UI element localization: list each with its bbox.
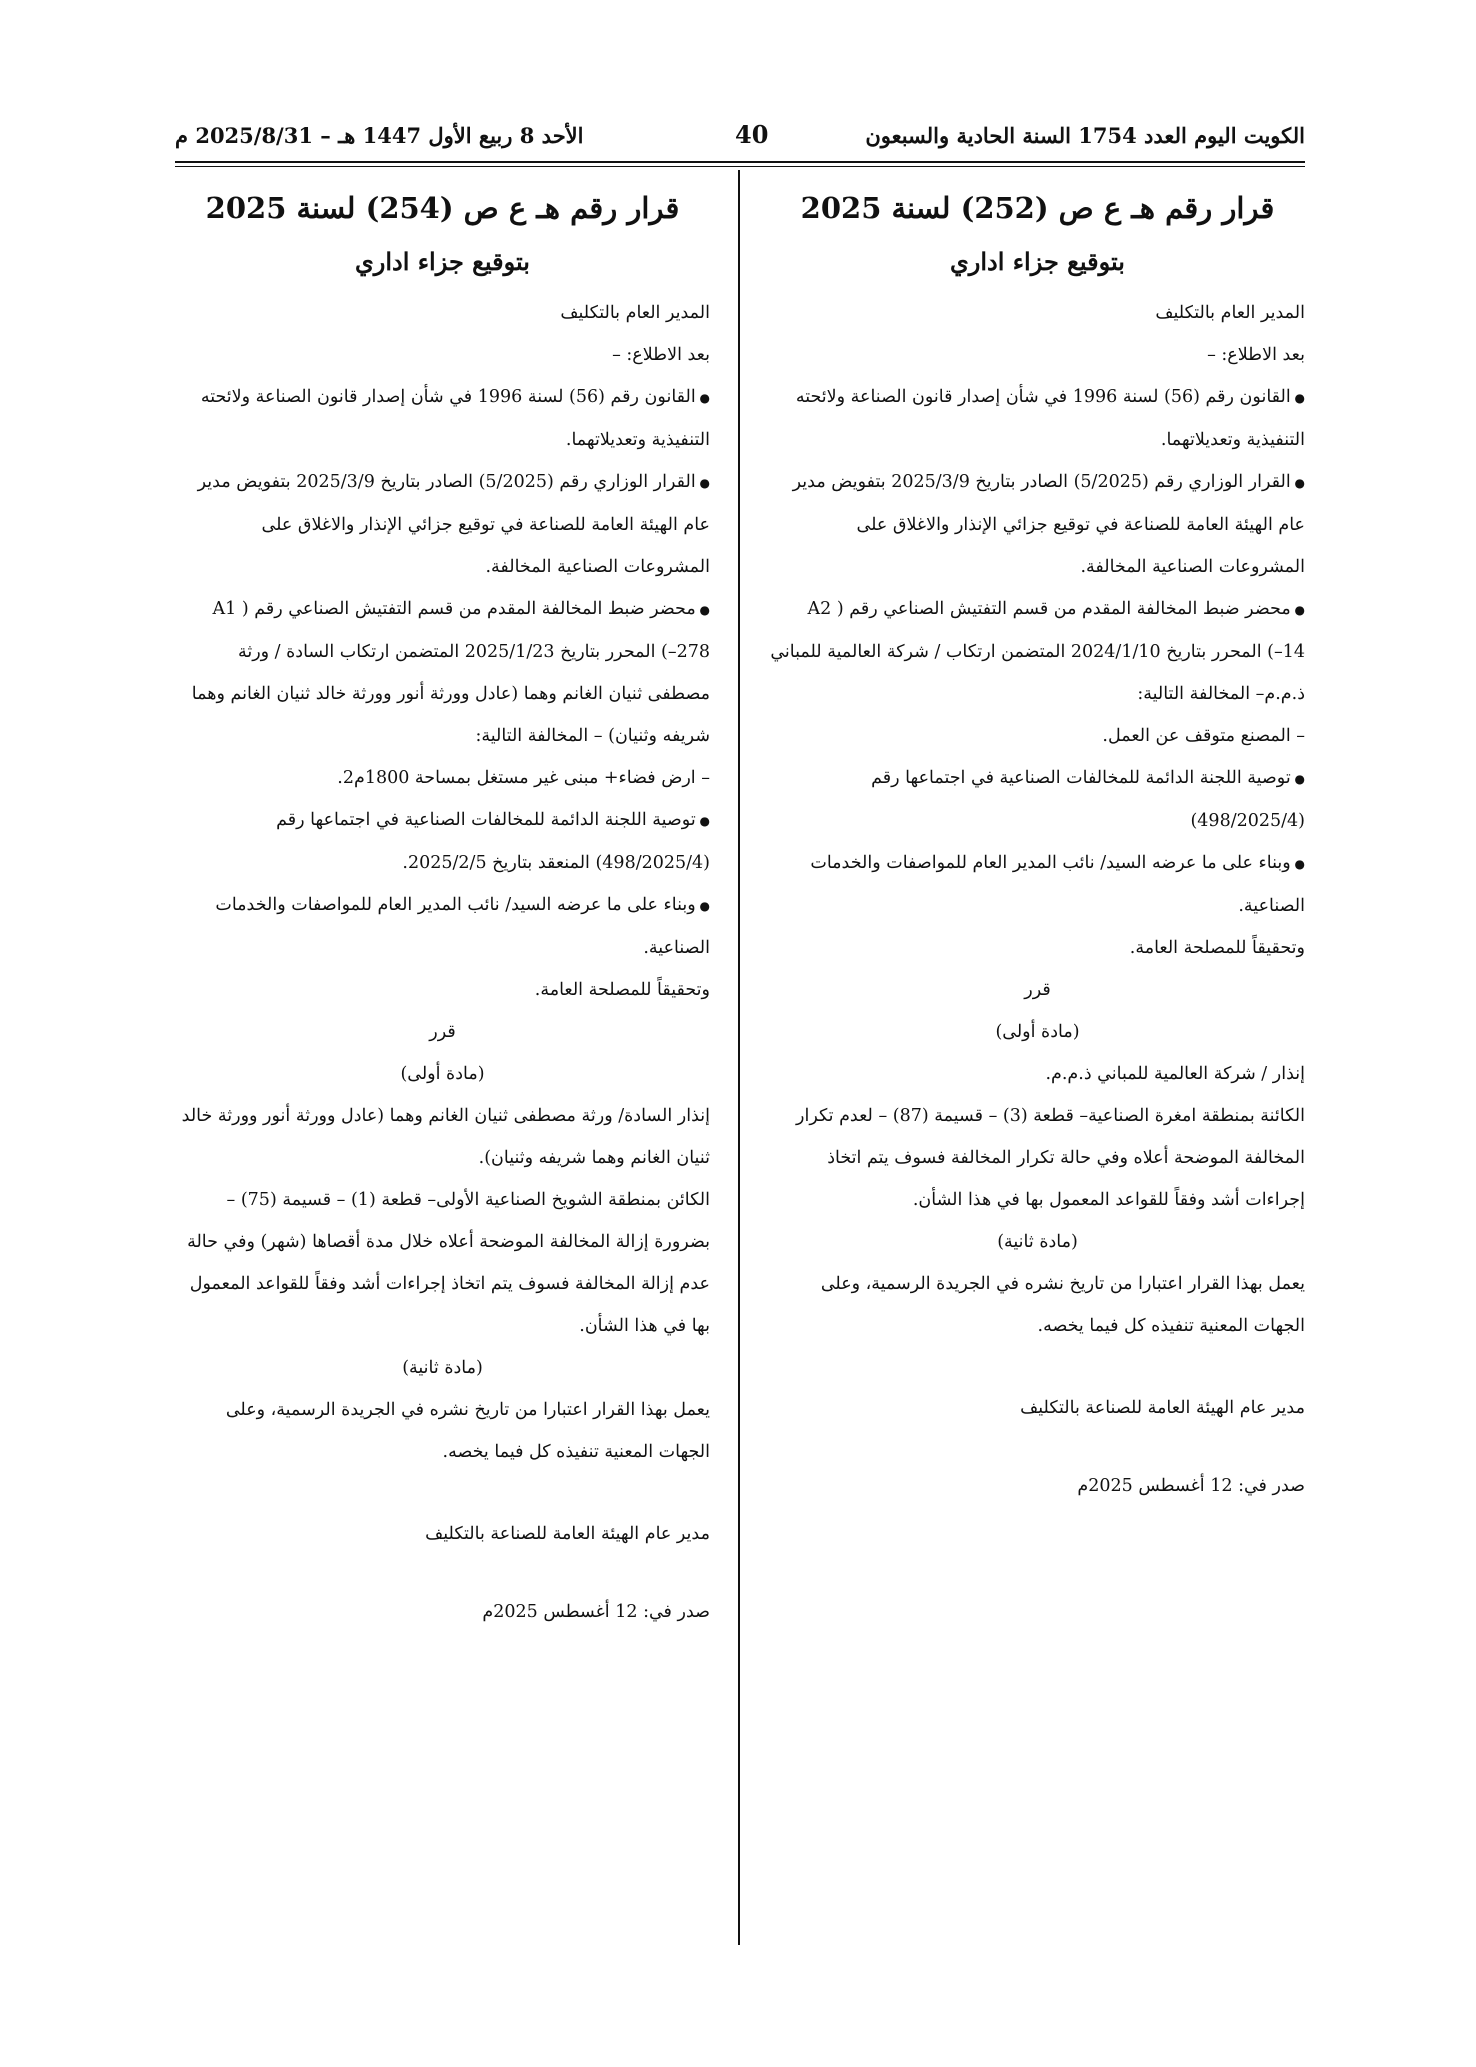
- reference-item: ● القانون رقم (56) لسنة 1996 في شأن إصدار قانون الصناعة ولائحته التنفيذية وتعديلاتهما.: [770, 376, 1305, 461]
- reference-item: ● توصية اللجنة الدائمة للمخالفات الصناعية في اجتماعها رقم (498/2025/4) المنعقد بتاريخ 2025/2/5.: [175, 799, 710, 884]
- header-issue-info: الكويت اليوم العدد 1754 السنة الحادية والسبعون: [865, 123, 1305, 148]
- director-line: المدير العام بالتكليف: [560, 303, 710, 323]
- decision-252-column: [770, 180, 1305, 1507]
- spacer: [770, 1429, 1305, 1465]
- violation-line: – ارض فضاء+ مبنى غير مستغل بمساحة 1800م2.: [337, 768, 710, 788]
- reference-item: ● القرار الوزاري رقم (5/2025) الصادر بتاريخ 2025/3/9 بتفويض مدير عام الهيئة العامة للصناعة في توقيع جزائي الإنذار والاغلاق على المشروعات الصناعية المخالفة.: [175, 461, 710, 588]
- article-2-text: يعمل بهذا القرار اعتبارا من تاريخ نشره في الجريدة الرسمية، وعلى الجهات المعنية تنفيذه كل فيما يخصه.: [225, 1400, 710, 1462]
- article-1-text: الكائن بمنطقة الشويخ الصناعية الأولى– قطعة (1) – قسيمة (75) – بضرورة إزالة المخالفة الموضحة أعلاه خلال مدة أقصاها (شهر) وفي حالة عدم إزالة المخالفة فسوف يتم اتخاذ إجراءات أشد وفقاً للقواعد المعمول بها في هذا الشأن.: [187, 1190, 710, 1336]
- header-rule-thin: [175, 166, 1305, 167]
- signature-line: مدير عام الهيئة العامة للصناعة بالتكليف: [425, 1524, 710, 1544]
- public-interest-line: وتحقيقاً للمصلحة العامة.: [1129, 938, 1305, 958]
- decision-subtitle: بتوقيع جزاء اداري: [950, 247, 1125, 276]
- article-1-title: (مادة أولى): [995, 1022, 1080, 1042]
- article-1-text: إنذار السادة/ ورثة مصطفى ثنيان الغانم وهما (عادل وورثة أنور وورثة خالد ثنيان الغانم وهما شريفه وثنيان).: [181, 1106, 710, 1168]
- reference-item: ● القرار الوزاري رقم (5/2025) الصادر بتاريخ 2025/3/9 بتفويض مدير عام الهيئة العامة للصناعة في توقيع جزائي الإنذار والاغلاق على المشروعات الصناعية المخالفة.: [770, 461, 1305, 588]
- decision-title: قرار رقم هـ ع ص (252) لسنة 2025: [800, 191, 1275, 225]
- signature-line: مدير عام الهيئة العامة للصناعة بالتكليف: [1020, 1398, 1305, 1418]
- page-number: 40: [735, 120, 769, 149]
- after-review-line: بعد الاطلاع: –: [1207, 345, 1305, 365]
- reference-item: ● وبناء على ما عرضه السيد/ نائب المدير العام للمواصفات والخدمات الصناعية.: [770, 842, 1305, 927]
- decided-heading: قرر: [429, 1022, 456, 1042]
- article-1-text: إنذار / شركة العالمية للمباني ذ.م.م.: [1045, 1064, 1305, 1084]
- article-1-title: (مادة أولى): [400, 1064, 485, 1084]
- director-line: المدير العام بالتكليف: [1155, 303, 1305, 323]
- public-interest-line: وتحقيقاً للمصلحة العامة.: [534, 980, 710, 1000]
- decision-title: قرار رقم هـ ع ص (254) لسنة 2025: [205, 191, 680, 225]
- header-date: الأحد 8 ربيع الأول 1447 هـ – 2025/8/31 م: [175, 123, 584, 148]
- article-2-title: (مادة ثانية): [402, 1358, 483, 1378]
- page-header: [175, 118, 1305, 158]
- issued-date: صدر في: 12 أغسطس 2025م: [1077, 1476, 1305, 1496]
- reference-item: ● محضر ضبط المخالفة المقدم من قسم التفتيش الصناعي رقم ( A1 278–) المحرر بتاريخ 2025/1/23 المتضمن ارتكاب السادة / ورثة مصطفى ثنيان الغانم وهما (عادل وورثة أنور وورثة خالد ثنيان الغانم وهما شريفه وثنيان) – المخالفة التالية:: [175, 588, 710, 757]
- reference-item: ● توصية اللجنة الدائمة للمخالفات الصناعية في اجتماعها رقم (498/2025/4): [770, 757, 1305, 842]
- decided-heading: قرر: [1024, 980, 1051, 1000]
- article-2-title: (مادة ثانية): [997, 1232, 1078, 1252]
- after-review-line: بعد الاطلاع: –: [612, 345, 710, 365]
- header-rule-thick: [175, 161, 1305, 163]
- article-1-text: الكائنة بمنطقة امغرة الصناعية– قطعة (3) – قسيمة (87) – لعدم تكرار المخالفة الموضحة أعلاه وفي حالة تكرار المخالفة فسوف يتم اتخاذ إجراءات أشد وفقاً للقواعد المعمول بها في هذا الشأن.: [796, 1106, 1305, 1210]
- decision-254-column: [175, 180, 710, 1633]
- reference-item: ● القانون رقم (56) لسنة 1996 في شأن إصدار قانون الصناعة ولائحته التنفيذية وتعديلاتهما.: [175, 376, 710, 461]
- reference-item: ● محضر ضبط المخالفة المقدم من قسم التفتيش الصناعي رقم ( A2 14–) المحرر بتاريخ 2024/1/10 المتضمن ارتكاب / شركة العالمية للمباني ذ.م.م– المخالفة التالية:: [770, 588, 1305, 715]
- decision-subtitle: بتوقيع جزاء اداري: [355, 247, 530, 276]
- spacer: [175, 1555, 710, 1591]
- column-divider: [738, 170, 740, 1945]
- spacer: [175, 1473, 710, 1513]
- spacer: [770, 1347, 1305, 1387]
- violation-line: – المصنع متوقف عن العمل.: [1102, 726, 1305, 746]
- article-2-text: يعمل بهذا القرار اعتبارا من تاريخ نشره في الجريدة الرسمية، وعلى الجهات المعنية تنفيذه كل فيما يخصه.: [820, 1274, 1305, 1336]
- reference-item: ● وبناء على ما عرضه السيد/ نائب المدير العام للمواصفات والخدمات الصناعية.: [175, 884, 710, 969]
- issued-date: صدر في: 12 أغسطس 2025م: [482, 1602, 710, 1622]
